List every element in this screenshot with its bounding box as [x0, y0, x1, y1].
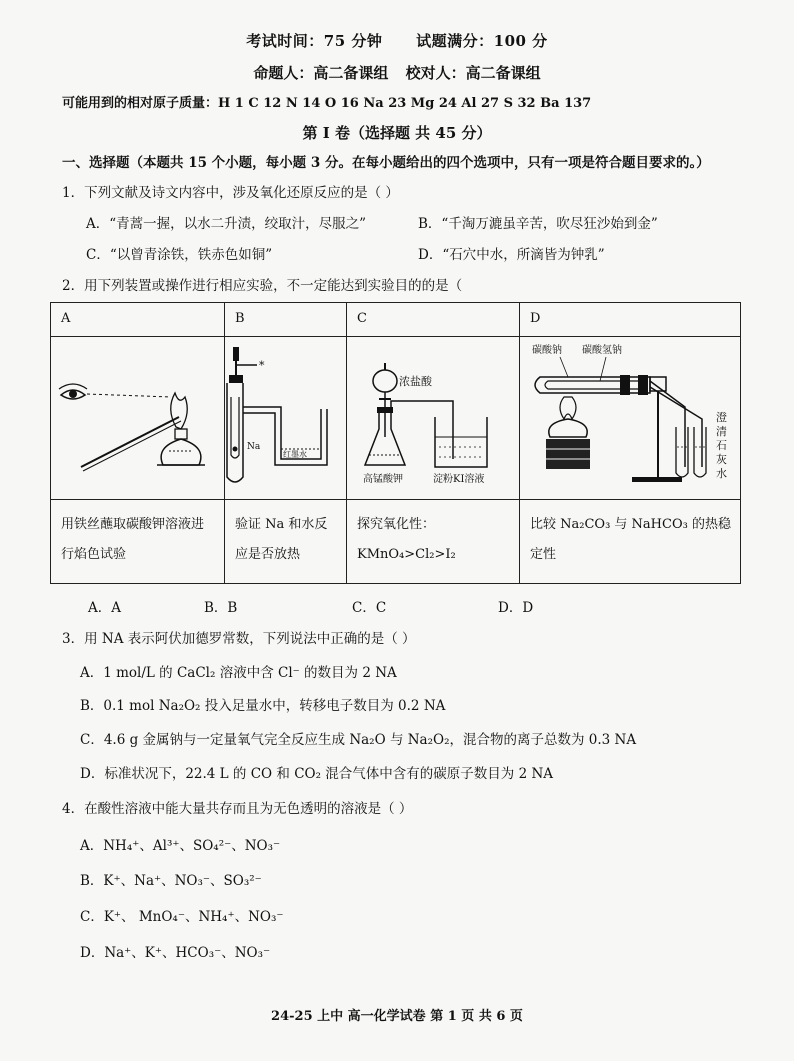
d-na2co3-label: 碳酸钠 — [532, 345, 562, 356]
thermal-stability-diagram — [520, 337, 741, 499]
desc-c — [347, 500, 520, 584]
desc-c-line1: 探究氧化性： — [357, 517, 436, 532]
d-lime-char: 清 — [716, 425, 727, 438]
col-a-header: A — [51, 303, 225, 337]
q3-option-b: B．0.1 mol Na₂O₂ 投入足量水中，转移电子数目为 0.2 NA — [80, 698, 446, 714]
q2-option-b: B．B — [204, 600, 238, 616]
desc-c-line2: KMnO₄>Cl₂>I₂ — [357, 547, 456, 562]
q4-option-a: A．NH₄⁺、Al³⁺、SO₄²⁻、NO₃⁻ — [80, 838, 281, 854]
c-kmno4-label: 高锰酸钾 — [363, 474, 403, 485]
desc-a: 用铁丝蘸取碳酸钾溶液进行焰色试验 — [51, 500, 225, 584]
q1-option-d: D．“石穴中水，所滴皆为钟乳” — [418, 247, 605, 263]
q4-option-b: B．K⁺、Na⁺、NO₃⁻、SO₃²⁻ — [80, 873, 262, 889]
checker: 校对人：高二备课组 — [405, 64, 541, 82]
exam-time: 考试时间：75 分钟 — [246, 32, 383, 50]
b-na-label: Na — [247, 442, 261, 452]
q1-option-b: B．“千淘万漉虽辛苦，吹尽狂沙始到金” — [418, 216, 658, 232]
q3-option-c: C．4.6 g 金属钠与一定量氧气完全反应生成 Na₂O 与 Na₂O₂，混合物的离子总数为 0.3 NA — [80, 732, 637, 748]
q4-stem: 4．在酸性溶液中能大量共存而且为无色透明的溶液是（ ） — [62, 801, 413, 817]
col-d-header: D — [520, 303, 741, 337]
col-c-header: C — [347, 303, 520, 337]
figure-b-sodium-water — [225, 337, 347, 500]
q2-option-d: D．D — [498, 600, 534, 616]
desc-d: 比较 Na₂CO₃ 与 NaHCO₃ 的热稳定性 — [520, 500, 741, 584]
figure-c-chlorine — [347, 337, 520, 500]
c-acid-label: 浓盐酸 — [399, 375, 432, 388]
d-lime-char: 石 — [716, 439, 727, 452]
q2-option-c: C．C — [352, 600, 387, 616]
figure-a-flame-test — [51, 337, 225, 500]
d-nahco3-label: 碳酸氢钠 — [582, 345, 622, 356]
q4-option-c: C．K⁺、 MnO₄⁻、NH₄⁺、NO₃⁻ — [80, 909, 284, 925]
q3-stem: 3．用 NA 表示阿伏加德罗常数，下列说法中正确的是（ ） — [62, 631, 416, 647]
col-b-header: B — [225, 303, 347, 337]
q2-stem: 2．用下列装置或操作进行相应实验，不一定能达到实验目的的是（ — [62, 278, 463, 294]
sodium-water-diagram — [225, 337, 347, 499]
exam-info-line — [0, 30, 794, 51]
chlorine-diagram — [347, 337, 520, 499]
experiment-table — [50, 302, 741, 584]
author-line — [0, 62, 794, 83]
d-lime-char: 澄 — [716, 411, 727, 424]
page-footer: 24-25 上中 高一化学试卷 第 1 页 共 6 页 — [271, 1009, 523, 1024]
author: 命题人：高二备课组 — [253, 64, 389, 82]
atomic-masses: 可能用到的相对原子质量：H 1 C 12 N 14 O 16 Na 23 Mg 24 Al 27 S 32 Ba 137 — [62, 96, 592, 111]
q1-option-a: A．“青蒿一握，以水二升渍，绞取汁，尽服之” — [86, 216, 367, 232]
desc-b: 验证 Na 和水反应是否放热 — [225, 500, 347, 584]
c-ki-label: 淀粉KI溶液 — [433, 474, 485, 485]
b-water-label: 红墨水 — [283, 450, 307, 459]
q4-option-d: D．Na⁺、K⁺、HCO₃⁻、NO₃⁻ — [80, 945, 271, 961]
q3-option-d: D．标准状况下，22.4 L 的 CO 和 CO₂ 混合气体中含有的碳原子数目为 2 NA — [80, 766, 554, 782]
q2-option-a: A．A — [88, 600, 121, 616]
section-title: 第 I 卷（选择题 共 45 分） — [302, 124, 492, 142]
d-lime-char: 灰 — [716, 453, 727, 466]
section-instruction: 一、选择题（本题共 15 个小题，每小题 3 分。在每小题给出的四个选项中，只有一项是符合题目要求的。） — [62, 155, 710, 171]
full-score: 试题满分：100 分 — [416, 32, 548, 50]
figure-d-thermal-stability — [520, 337, 741, 500]
b-star-label: * — [259, 359, 265, 372]
d-lime-label — [716, 411, 731, 480]
q1-stem: 1．下列文献及诗文内容中，涉及氧化还原反应的是（ ） — [62, 185, 399, 201]
flame-test-diagram — [51, 337, 225, 499]
d-lime-char: 水 — [716, 467, 727, 480]
q3-option-a: A．1 mol/L 的 CaCl₂ 溶液中含 Cl⁻ 的数目为 2 NA — [80, 665, 397, 681]
q1-option-c: C．“以曾青涂铁，铁赤色如铜” — [86, 247, 273, 263]
